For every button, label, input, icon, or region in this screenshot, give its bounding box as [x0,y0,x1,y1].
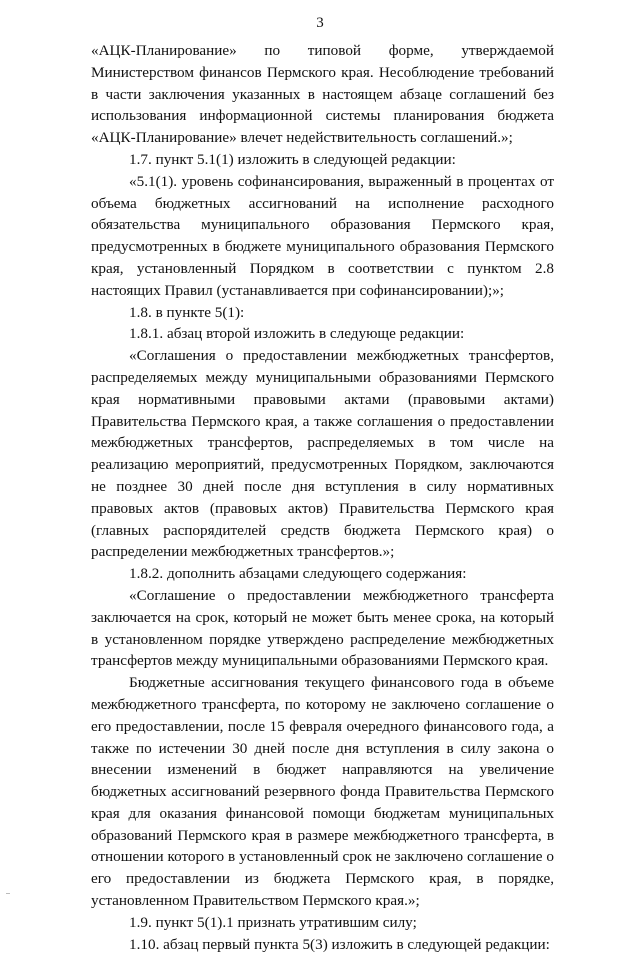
page-number: 3 [316,15,324,31]
paragraph: 1.8. в пункте 5(1): [129,303,245,321]
paragraph: «Соглашение о предоставлении межбюджетного трансферта заключается на срок, который не может быть менее срока, на который в установленном порядке утверждено распределение межбюджетных трансфертов между муниципальными образованиями Пермского края. [91,586,554,670]
paragraph: «АЦК-Планирование» по типовой форме, утверждаемой Министерством финансов Пермского края. Несоблюдение требований в части заключения указанных в настоящем абзаце соглашений без использования информационной системы планирования бюджета «АЦК-Планирование» влечет недействительность соглашений.»; [91,42,554,147]
paragraph: «Соглашения о предоставлении межбюджетных трансфертов, распределяемых между муниципальными образованиями Пермского края нормативными правовыми актами (правовыми актами) Правительства Пермского края, а также соглашения о предоставлении межбюджетных трансфертов, распределяемых в том числе на реализацию мероприятий, предусмотренных Порядком, заключаются не позднее 30 дней после дня вступления в силу нормативных правовых актов (правовых актов) Правительства Пермского края (главных распорядителей средств бюджета Пермского края) о распределении межбюджетных трансфертов.»; [91,347,554,561]
document-body [91,40,554,955]
scan-edge-mark [6,893,10,894]
paragraph: «5.1(1). уровень софинансирования, выраженный в процентах от объема бюджетных ассигнований на исполнение расходного обязательства муниципального образования Пермского края, предусмотренных в бюджете муниципального образования Пермского края, установленный Порядком в соответствии с пунктом 2.8 настоящих Правил (устанавливается при софинансировании);»; [91,172,554,299]
paragraph: 1.10. абзац первый пункта 5(3) изложить в следующей редакции: [129,935,550,953]
paragraph: 1.8.1. абзац второй изложить в следующе редакции: [129,325,465,343]
paragraph: 1.7. пункт 5.1(1) изложить в следующей редакции: [129,150,456,168]
paragraph: Бюджетные ассигнования текущего финансового года в объеме межбюджетного трансферта, по которому не заключено соглашение о его предоставлении, после 15 февраля очередного финансового года, а также по истечении 30 дней после дня вступления в силу закона о внесении изменений в бюджет направляются на увеличение бюджетных ассигнований резервного фонда Правительства Пермского края для оказания финансовой помощи бюджетам муниципальных образований Пермского края в размере межбюджетного трансферта, в отношении которого в установленный срок не заключено соглашение о его предоставлении из бюджета Пермского края, в порядке, установленном Правительством Пермского края.»; [91,674,554,910]
paragraph: 1.9. пункт 5(1).1 признать утратившим силу; [129,913,417,931]
paragraph: 1.8.2. дополнить абзацами следующего содержания: [129,565,467,583]
